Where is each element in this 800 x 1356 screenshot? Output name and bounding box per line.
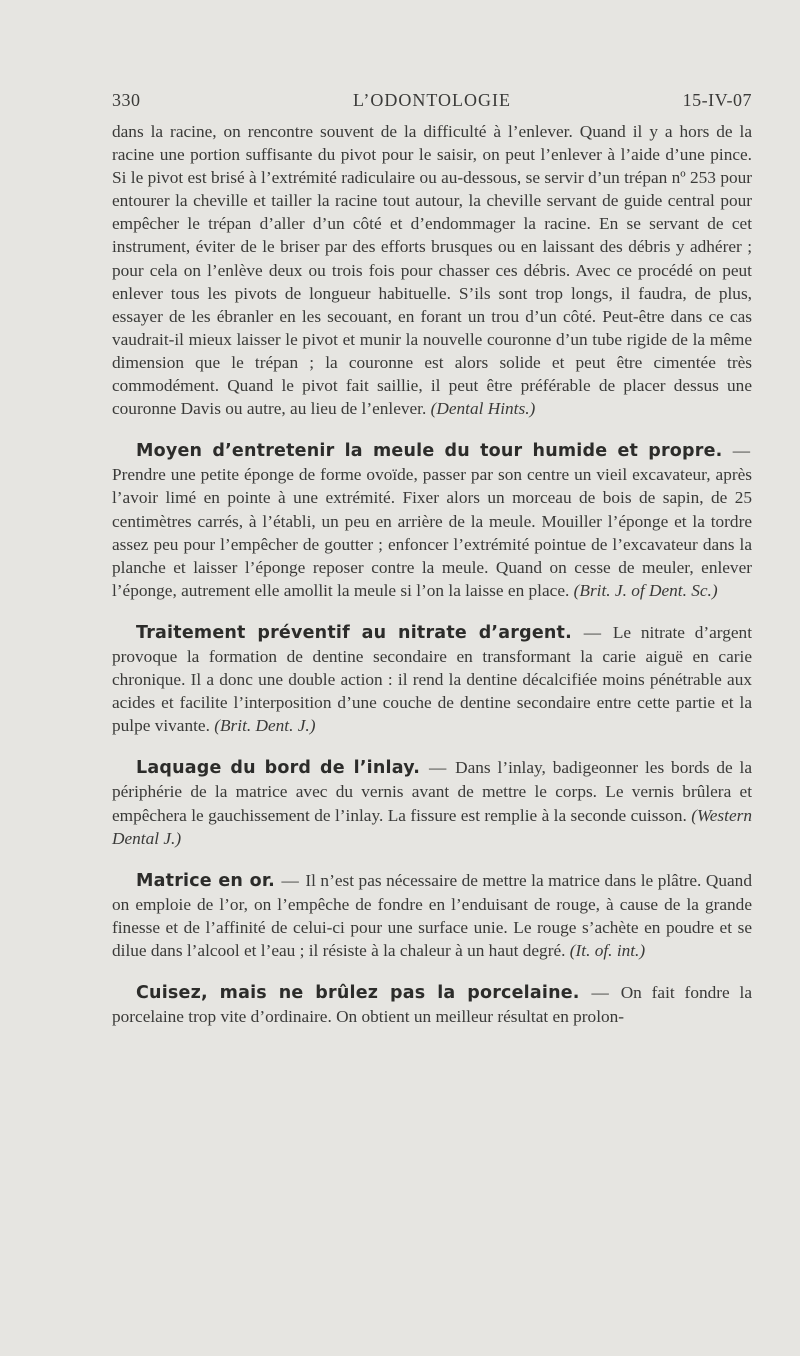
- issue-date: 15-IV-07: [682, 90, 752, 110]
- em-dash: —: [428, 758, 447, 778]
- paragraph-body: Prendre une petite éponge de forme ovoïde, passer par son centre un vieil excavateur, après l’avoir limé en pointe à une extrémité. Fixer alors un morceau de bois de sapin, de 25 centimètres carrés, à l’établi, un peu en arrière de la meule. Mouiller l’éponge et la tordre assez peu pour l’empêcher de goutter ; enfoncer l’extrémité pointue de l’excavateur dans la planche et laisser l’éponge reposer contre la meule. Quand on cesse de meuler, enlever l’éponge, autrement elle amollit la meule si l’on la laisse en place.: [112, 465, 752, 600]
- page-number: 330: [112, 90, 141, 110]
- em-dash: —: [583, 622, 602, 642]
- section-title: Cuisez, mais ne brûlez pas la porcelaine.: [136, 983, 580, 1004]
- paragraph-pivot-removal: [112, 120, 752, 420]
- section-cuisez-porcelaine: [112, 981, 752, 1028]
- section-title: Traitement préventif au nitrate d’argent.: [136, 622, 572, 643]
- paragraph-body: Dans l’inlay, badigeonner les bords de la périphérie de la matrice avec du vernis avant de mettre le corps. Le vernis brûlera et empêchera le gauchissement de l’inlay. La fissure est remplie à la seconde cuisson.: [112, 758, 752, 825]
- paragraph-body: dans la racine, on rencontre souvent de la difficulté à l’enlever. Quand il y a hors de la racine une portion suffisante du pivot pour le saisir, on peut l’enlever à l’aide d’une pince. Si le pivot est brisé à l’extrémité radiculaire ou au-dessous, se servir d’un trépan nº 253 pour entourer la cheville et tailler la racine tout autour, la cheville servant de guide central pour empêcher le trépan d’aller d’un côté et d’endommager la racine. En se servant de cet instrument, éviter de le briser par des efforts brusques ou en laissant des débris y adhérer ; pour cela on l’enlève deux ou trois fois pour chasser ces débris. Avec ce procédé on peut enlever tous les pivots de longueur habituelle. S’ils sont trop longs, il faudra, de plus, essayer de les ébranler en les secouant, en forant un trou d’un côté. Peut-être dans ce cas vaudrait-il mieux laisser le pivot et munir la nouvelle couronne d’un tube rigide de la même dimension que le trépan ; la couronne est alors solide et peut être cimentée très commodément. Quand le pivot fait saillie, il peut être préférable de placer dessus une couronne Davis ou autre, au lieu de l’enlever.: [112, 122, 752, 419]
- source-citation: (It. of. int.): [569, 941, 646, 960]
- paragraph-body: Le nitrate d’argent provoque la formation de dentine secondaire en transformant la carie aiguë en carie chronique. Il a donc une double action : il rend la dentine décalcifiée moins pénétrable aux acides et facilite l’interposition d’une couche de dentine secondaire entre cette partie et la pulpe vivante.: [112, 622, 752, 736]
- section-title: Moyen d’entretenir la meule du tour humide et propre.: [136, 441, 723, 462]
- section-moyen-entretenir: [112, 439, 752, 602]
- journal-title: L’ODONTOLOGIE: [353, 90, 511, 110]
- em-dash: —: [591, 983, 609, 1003]
- article-text: [112, 120, 752, 1028]
- section-traitement-preventif: [112, 621, 752, 737]
- section-matrice-or: [112, 869, 752, 962]
- source-citation: (Dental Hints.): [430, 399, 536, 419]
- section-title: Matrice en or.: [136, 870, 275, 891]
- em-dash: —: [732, 441, 750, 461]
- section-laquage-inlay: [112, 756, 752, 849]
- source-citation: (Brit. Dent. J.): [214, 716, 316, 736]
- section-title: Laquage du bord de l’inlay.: [136, 758, 421, 779]
- em-dash: —: [281, 870, 299, 890]
- paragraph-body: Il n’est pas nécessaire de mettre la matrice dans le plâtre. Quand on emploie de l’or, on l’empêche de fondre en l’enduisant de rouge, à cause de la grande finesse et de l’affinité de celui-ci pour une surface unie. Le rouge s’achète en poudre et se dilue dans l’alcool et l’eau ; il résiste à la chaleur à un haut degré.: [112, 870, 752, 960]
- source-citation: (Brit. J. of Dent. Sc.): [573, 580, 718, 600]
- running-header: [112, 90, 752, 116]
- source-citation: (Western Dental J.): [112, 805, 752, 848]
- paragraph-body: On fait fondre la porcelaine trop vite d’ordinaire. On obtient un meilleur résultat en prolon-: [112, 983, 752, 1027]
